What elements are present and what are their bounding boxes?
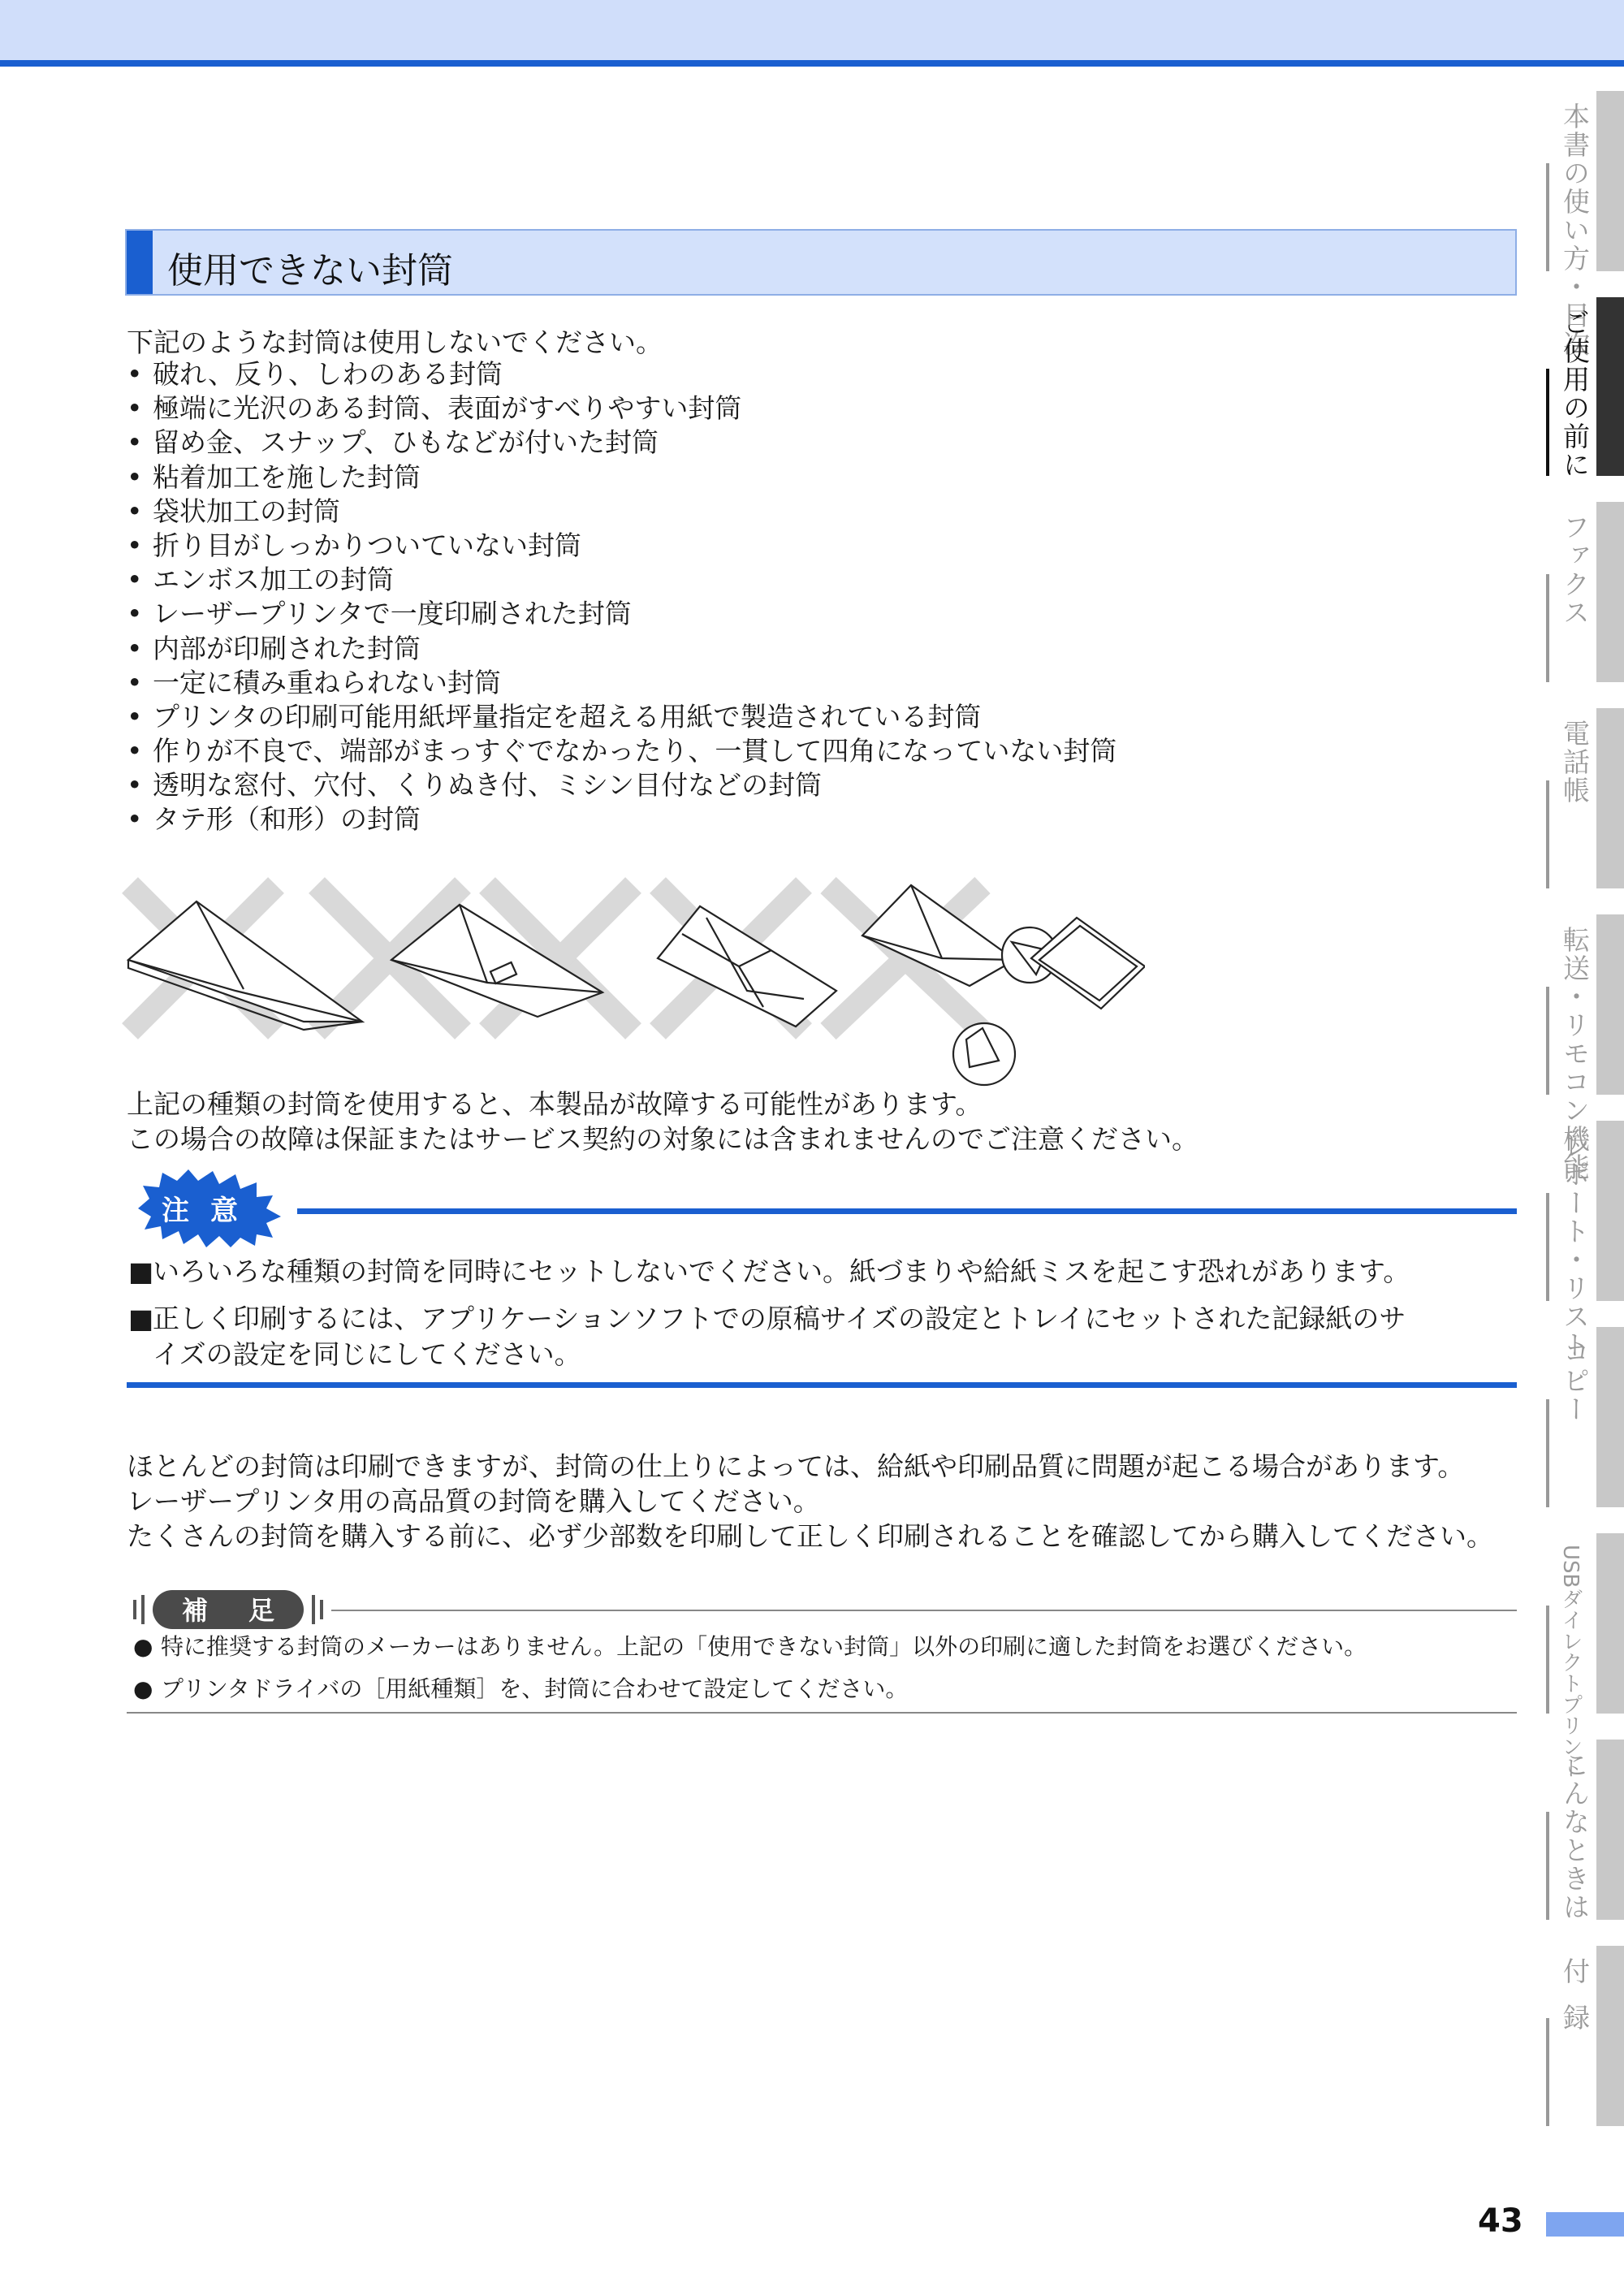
side-tab-copy[interactable] [1546,1327,1624,1507]
side-tab-label: ファクス [1559,513,1591,627]
bullet-icon: • [127,495,143,527]
side-tab-report-list[interactable] [1546,1121,1624,1359]
side-tab-label: 電話帳 [1559,720,1591,805]
side-tab-label: USBダイレクトプリント [1558,1545,1583,1779]
page-number-bar [1546,2212,1624,2237]
unusable-envelopes-illustration [122,869,1145,1088]
supplement-glyph: 足 [248,1595,275,1626]
caution-glyph: 注 [162,1195,189,1227]
supplement-items [133,1631,1367,1715]
side-tab-phonebook[interactable] [1546,708,1624,888]
bullet-icon: • [127,700,143,733]
bullet-icon: • [127,460,143,493]
intro-text: 下記のような封筒は使用しないでください。 [127,326,663,358]
list-item: • 極端に光沢のある封筒、表面がすべりやすい封筒 [127,391,1116,426]
section-heading-accent [127,231,153,294]
caution-bottom-rule [127,1382,1517,1388]
supplement-item: ● 特に推奨する封筒のメーカーはありません。上記の「使用できない封筒」以外の印刷に適した封筒をお選びください。 [133,1631,1367,1663]
list-item: • 内部が印刷された封筒 [127,632,1116,666]
bullet-icon: • [127,358,143,390]
side-tab-label: ご使用の前に [1559,309,1591,479]
warning-line-2: この場合の故障は保証またはサービス契約の対象には含まれませんのでご注意ください。 [127,1123,1199,1155]
square-bullet-icon: ■ [128,1303,154,1334]
list-item: • 粘着加工を施した封筒 [127,460,1116,495]
side-tab-label: コピー [1559,1338,1591,1424]
list-item: • プリンタの印刷可能用紙坪量指定を超える用紙で製造されている封筒 [127,700,1116,734]
caution-glyph: 意 [210,1195,238,1227]
list-item: • 袋状加工の封筒 [127,495,1116,529]
supplement-bottom-rule [127,1712,1517,1714]
caution-item: ■いろいろな種類の封筒を同時にセットしないでください。紙づまりや給紙ミスを起こす恐れがあります。 [128,1254,1517,1290]
bullet-icon: • [127,735,143,767]
side-tab-transfer-remote[interactable] [1546,914,1624,1182]
bullet-icon: • [127,803,143,836]
bullet-icon: • [127,392,143,425]
dot-bullet-icon: ● [133,1675,153,1702]
list-item: • エンボス加工の封筒 [127,563,1116,597]
side-tab-appendix[interactable] [1546,1946,1624,2126]
envelope-advice-text: ほとんどの封筒は印刷できますが、封筒の仕上りによっては、給紙や印刷品質に問題が起こる場合があります。 レーザープリンタ用の高品質の封筒を購入してください。 たくさんの封筒を購入する前に、必ず少部数を印刷して正しく印刷されることを確認してから購入してください。 [127,1450,1493,1552]
bullet-icon: • [127,666,143,698]
page-number: 43 [1478,2202,1523,2240]
side-tab-usb-direct-print[interactable] [1546,1533,1624,1779]
caution-rule [297,1208,1517,1214]
bullet-icon: • [127,632,143,664]
list-item: • 折り目がしっかりついていない封筒 [127,529,1116,563]
side-tab-label: 転送・リモコン機能 [1559,926,1591,1182]
warning-line-1: 上記の種類の封筒を使用すると、本製品が故障する可能性があります。 [127,1088,983,1120]
warning-text [127,1087,1199,1156]
supplement-rule [331,1610,1517,1611]
side-tab-fax[interactable] [1546,502,1624,682]
supplement-glyph: 補 [181,1595,209,1626]
envelope-drawings [128,885,1145,1085]
list-item: • 一定に積み重ねられない封筒 [127,666,1116,700]
supplement-badge [130,1585,325,1634]
section-heading [125,229,1517,296]
bullet-icon: • [127,529,143,561]
list-item: • レーザープリンタで一度印刷された封筒 [127,597,1116,631]
caution-item: ■正しく印刷するには、アプリケーションソフトでの原稿サイズの設定とトレイにセットされた記録紙のサ イズの設定を同じにしてください。 [128,1303,1406,1370]
unusable-envelope-list [127,357,1116,837]
side-tab-label: 本書の使い方・目次 [1559,102,1591,358]
list-item: • 破れ、反り、しわのある封筒 [127,357,1116,391]
list-item: • タテ形（和形）の封筒 [127,802,1116,836]
bullet-icon: • [127,769,143,802]
side-tab-before-use[interactable] [1546,297,1624,479]
page-header-line [0,60,1624,67]
dot-bullet-icon: ● [133,1633,153,1660]
side-tab-label: こんなときは [1559,1751,1591,1921]
bullet-icon: • [127,598,143,630]
section-title: 使用できない封筒 [167,250,453,292]
list-item: • 透明な窓付、穴付、くりぬき付、ミシン目付などの封筒 [127,768,1116,802]
caution-items [128,1254,1517,1384]
square-bullet-icon: ■ [128,1256,154,1287]
list-item: • 作りが不良で、端部がまっすぐでなかったり、一貫して四角になっていない封筒 [127,734,1116,768]
list-item: • 留め金、スナップ、ひもなどが付いた封筒 [127,426,1116,460]
bullet-icon: • [127,426,143,459]
side-tab-label: 付録 [1559,1957,1591,2050]
side-tab-troubleshooting[interactable] [1546,1740,1624,1920]
supplement-item: ● プリンタドライバの［用紙種類］を、封筒に合わせて設定してください。 [133,1673,1367,1705]
side-tab-contents[interactable] [1546,91,1624,358]
bullet-icon: • [127,564,143,596]
side-tab-label: レポート・リスト [1559,1132,1591,1359]
caution-badge [130,1166,300,1247]
page-header-band [0,0,1624,60]
